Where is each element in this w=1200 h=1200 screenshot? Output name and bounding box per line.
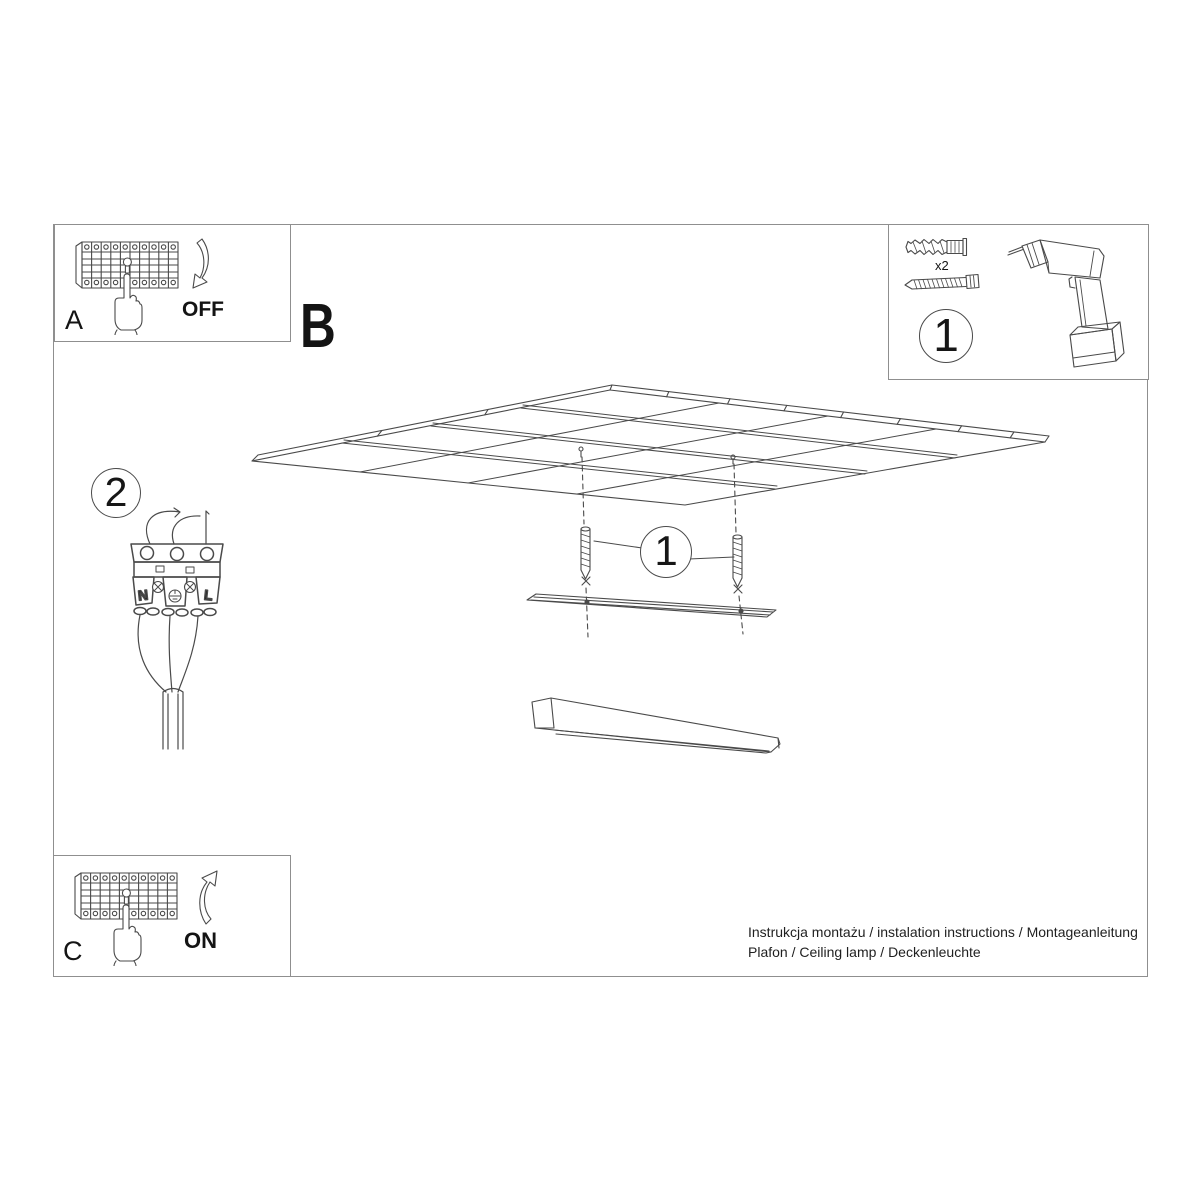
step-b-label: B [300, 292, 336, 361]
wall-anchor-icon [906, 239, 967, 256]
arrow-up-icon [200, 871, 217, 924]
terminal-label-l: L [203, 586, 214, 604]
parts-box [888, 224, 1149, 380]
terminal-label-n: N [137, 586, 149, 604]
step-a-label: A [65, 305, 84, 335]
power-on-label: ON [184, 928, 217, 953]
step-a-panel-off [54, 224, 291, 342]
step-c-label: C [63, 936, 83, 966]
callout-circle-1: 1 [919, 309, 973, 363]
step-c-panel-on [53, 855, 291, 977]
callout-circle-1-center: 1 [640, 526, 692, 578]
arrow-down-icon [193, 239, 208, 288]
footer-product-type: Plafon / Ceiling lamp / Deckenleuchte [748, 944, 981, 960]
power-off-label: OFF [182, 298, 224, 321]
callout-circle-2: 2 [91, 468, 141, 518]
anchor-quantity-label: x2 [935, 258, 949, 273]
footer-instructions-title: Instrukcja montażu / instalation instructions / Montageanleitung [748, 924, 1138, 940]
screw-icon [905, 275, 979, 290]
drill-icon [1008, 240, 1124, 367]
